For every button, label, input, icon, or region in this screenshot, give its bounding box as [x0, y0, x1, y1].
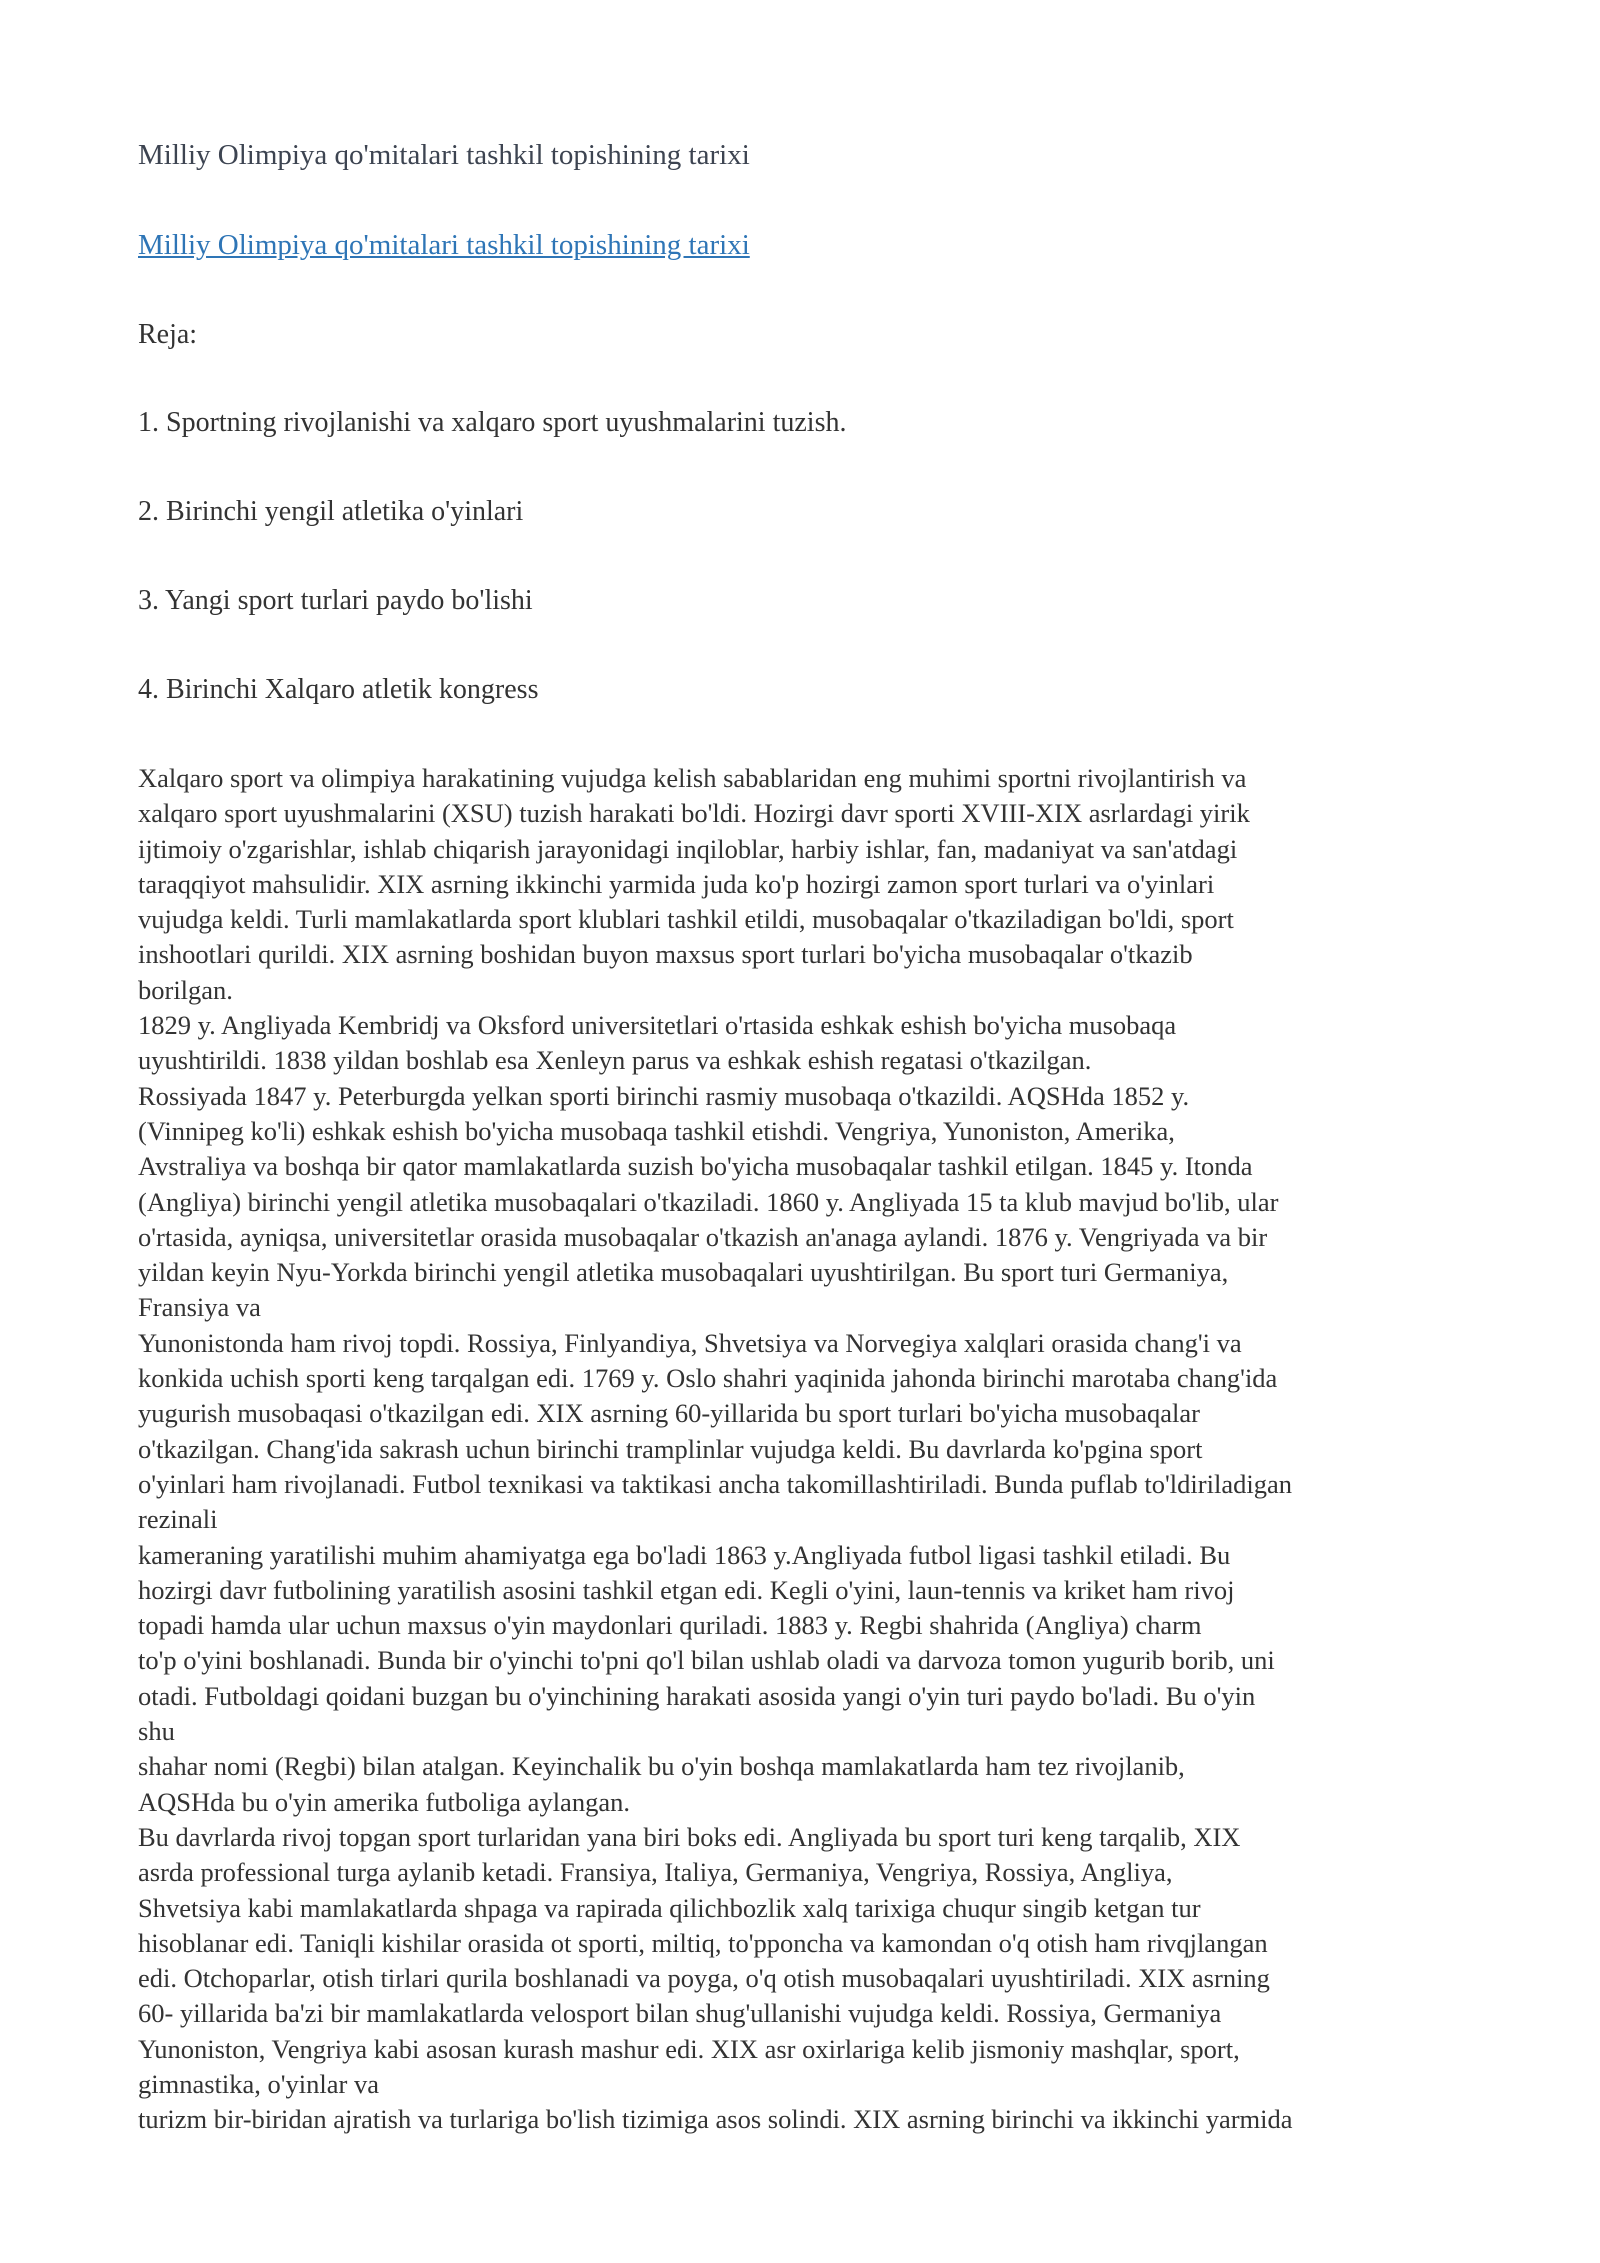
- body-line: (Angliya) birinchi yengil atletika musobaqalari o'tkaziladi. 1860 y. Angliyada 15 ta klub mavjud bo'lib, ular: [138, 1186, 1279, 1217]
- body-text: [138, 761, 1468, 2138]
- body-line: konkida uchish sporti keng tarqalgan edi. 1769 y. Oslo shahri yaqinida jahonda birinchi marotaba chang'ida: [138, 1363, 1278, 1394]
- body-line: topadi hamda ular uchun maxsus o'yin maydonlari quriladi. 1883 y. Regbi shahrida (Angliya) charm: [138, 1610, 1202, 1641]
- body-line: xalqaro sport uyushmalarini (XSU) tuzish harakati bo'ldi. Hozirgi davr sporti XVIII-XIX asrlardagi yirik: [138, 798, 1250, 829]
- body-line: otadi. Futboldagi qoidani buzgan bu o'yinchining harakati asosida yangi o'yin turi paydo bo'ladi. Bu o'yin: [138, 1680, 1256, 1711]
- body-line: ijtimoiy o'zgarishlar, ishlab chiqarish jarayonidagi inqiloblar, harbiy ishlar, fan, madaniyat va san'atdagi: [138, 833, 1238, 864]
- body-line: vujudga keldi. Turli mamlakatlarda sport klublari tashkil etildi, musobaqalar o'tkaziladigan bo'ldi, sport: [138, 904, 1234, 935]
- body-line: (Vinnipeg ko'li) eshkak eshish bo'yicha musobaqa tashkil etishdi. Vengriya, Yunoniston, Amerika,: [138, 1115, 1175, 1146]
- body-line: gimnastika, o'yinlar va: [138, 2068, 380, 2099]
- body-line: shu: [138, 1716, 175, 1747]
- plan-heading: Reja:: [138, 319, 198, 350]
- plan-list: [138, 406, 846, 762]
- body-line: yugurish musobaqasi o'tkazilgan edi. XIX asrning 60-yillarida bu sport turlari bo'yicha musobaqalar: [138, 1398, 1200, 1429]
- body-line: Rossiyada 1847 y. Peterburgda yelkan sporti birinchi rasmiy musobaqa o'tkazildi. AQSHda 1852 y.: [138, 1080, 1190, 1111]
- body-line: Bu davrlarda rivoj topgan sport turlaridan yana biri boks edi. Angliyada bu sport turi keng tarqalib, XIX: [138, 1821, 1241, 1852]
- title-link[interactable]: Milliy Olimpiya qo'mitalari tashkil topishining tarixi: [138, 229, 750, 261]
- body-line: Xalqaro sport va olimpiya harakatining vujudga kelish sabablaridan eng muhimi sportni rivojlantirish va: [138, 763, 1247, 793]
- body-line: Yunoniston, Vengriya kabi asosan kurash mashur edi. XIX asr oxirlariga kelib jismoniy mashqlar, sport,: [138, 2033, 1240, 2064]
- body-line: shahar nomi (Regbi) bilan atalgan. Keyinchalik bu o'yin boshqa mamlakatlarda ham tez rivojlanib,: [138, 1751, 1185, 1782]
- body-line: uyushtirildi. 1838 yildan boshlab esa Xenleyn parus va eshkak eshish regatasi o'tkazilgan.: [138, 1045, 1092, 1076]
- body-line: to'p o'yini boshlanadi. Bunda bir o'yinchi to'pni qo'l bilan ushlab oladi va darvoza tomon yugurib borib, uni: [138, 1645, 1275, 1676]
- body-line: inshootlari qurildi. XIX asrning boshidan buyon maxsus sport turlari bo'yicha musobaqalar o'tkazib: [138, 939, 1193, 970]
- body-line: o'yinlari ham rivojlanadi. Futbol texnikasi va taktikasi ancha takomillashtiriladi. Bunda puflab to'ldiriladigan: [138, 1468, 1292, 1499]
- document-title: Milliy Olimpiya qo'mitalari tashkil topishining tarixi: [138, 139, 750, 171]
- plan-item: 3. Yangi sport turlari paydo bo'lishi: [138, 585, 533, 616]
- body-line: edi. Otchoparlar, otish tirlari qurila boshlanadi va poyga, o'q otish musobaqalari uyushtiriladi. XIX asrning: [138, 1963, 1270, 1994]
- plan-item: 4. Birinchi Xalqaro atletik kongress: [138, 674, 539, 705]
- body-line: 1829 y. Angliyada Kembridj va Oksford universitetlari o'rtasida eshkak eshish bo'yicha musobaqa: [138, 1010, 1177, 1041]
- body-line: Avstraliya va boshqa bir qator mamlakatlarda suzish bo'yicha musobaqalar tashkil etilgan. 1845 y. Itonda: [138, 1151, 1253, 1182]
- body-line: o'tkazilgan. Chang'ida sakrash uchun birinchi tramplinlar vujudga keldi. Bu davrlarda ko'pgina sport: [138, 1433, 1203, 1464]
- body-line: Yunonistonda ham rivoj topdi. Rossiya, Finlyandiya, Shvetsiya va Norvegiya xalqlari orasida chang'i va: [138, 1327, 1242, 1358]
- body-line: Shvetsiya kabi mamlakatlarda shpaga va rapirada qilichbozlik xalq tarixiga chuqur singib ketgan tur: [138, 1892, 1201, 1923]
- body-line: rezinali: [138, 1504, 218, 1535]
- body-line: turizm bir-biridan ajratish va turlariga bo'lish tizimiga asos solindi. XIX asrning birinchi va ikkinchi yarmida: [138, 2104, 1293, 2135]
- plan-item: 1. Sportning rivojlanishi va xalqaro sport uyushmalarini tuzish.: [138, 407, 847, 438]
- body-line: 60- yillarida ba'zi bir mamlakatlarda velosport bilan shug'ullanishi vujudga keldi. Rossiya, Germaniya: [138, 1998, 1222, 2029]
- body-line: AQSHda bu o'yin amerika futboliga aylangan.: [138, 1786, 630, 1817]
- body-line: asrda professional turga aylanib ketadi. Fransiya, Italiya, Germaniya, Vengriya, Rossiya, Angliya,: [138, 1857, 1173, 1888]
- body-line: hozirgi davr futbolining yaratilish asosini tashkil etgan edi. Kegli o'yini, laun-tennis va kriket ham rivoj: [138, 1574, 1235, 1605]
- body-line: taraqqiyot mahsulidir. XIX asrning ikkinchi yarmida juda ko'p hozirgi zamon sport turlari va o'yinlari: [138, 868, 1215, 899]
- body-line: kameraning yaratilishi muhim ahamiyatga ega bo'ladi 1863 y.Angliyada futbol ligasi tashkil etiladi. Bu: [138, 1539, 1231, 1570]
- body-line: o'rtasida, ayniqsa, universitetlar orasida musobaqalar o'tkazish an'anaga aylandi. 1876 y. Vengriyada va bir: [138, 1221, 1268, 1252]
- body-line: borilgan.: [138, 974, 233, 1005]
- body-line: hisoblanar edi. Taniqli kishilar orasida ot sporti, miltiq, to'pponcha va kamondan o'q otish ham rivqjlangan: [138, 1927, 1268, 1958]
- body-line: yildan keyin Nyu-Yorkda birinchi yengil atletika musobaqalari uyushtirilgan. Bu sport turi Germaniya,: [138, 1257, 1229, 1288]
- body-line: Fransiya va: [138, 1292, 261, 1323]
- plan-item: 2. Birinchi yengil atletika o'yinlari: [138, 496, 524, 527]
